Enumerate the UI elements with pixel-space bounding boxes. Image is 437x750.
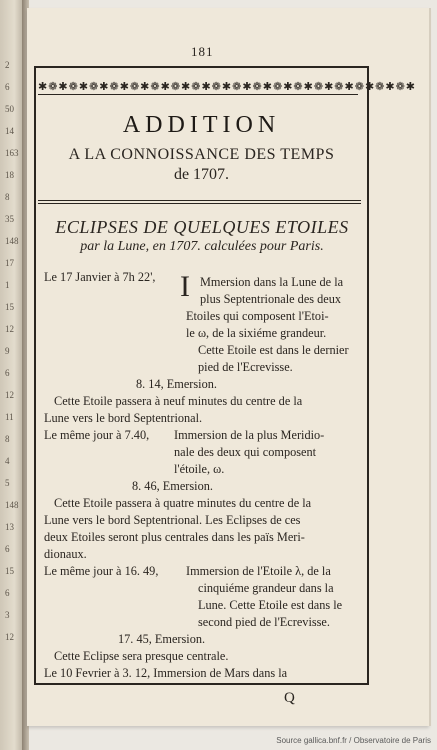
note-line: deux Etoiles seront plus centrales dans les païs Meri- [44, 530, 305, 544]
entry-date: Le 17 Janvier à 7h 22', [44, 270, 156, 284]
note-line: Lune vers le bord Septentrional. [44, 411, 203, 425]
margin-number: 6 [5, 588, 10, 598]
drop-cap: I [180, 270, 190, 303]
entry-line: le ω, de la sixiéme grandeur. [186, 326, 327, 340]
margin-number: 14 [5, 126, 14, 136]
entry-line: Immersion de la plus Meridio- [174, 428, 325, 442]
section-subtitle: par la Lune, en 1707. calculées pour Paris. [80, 239, 324, 254]
entry-line: Cette Etoile est dans le dernier [198, 343, 349, 357]
margin-number: 8 [5, 434, 10, 444]
emersion-line: 8. 14, Emersion. [136, 377, 217, 391]
page-number: 181 [191, 44, 214, 59]
note-line: Lune vers le bord Septentrional. Les Eclipses de ces [44, 513, 301, 527]
page-subtitle-year: de 1707. [173, 166, 230, 183]
entry-date: Le même jour à 16. 49, [44, 564, 159, 578]
margin-number: 6 [5, 544, 10, 554]
margin-number: 8 [5, 192, 10, 202]
margin-number: 15 [5, 566, 14, 576]
margin-number: 12 [5, 324, 14, 334]
margin-number: 9 [5, 346, 10, 356]
entry-line: second pied de l'Ecrevisse. [198, 615, 330, 629]
entry-date: Le même jour à 7.40, [44, 428, 150, 442]
divider-rule [38, 200, 361, 201]
margin-number: 2 [5, 60, 10, 70]
entry-line: Lune. Cette Etoile est dans le [198, 598, 343, 612]
page-title: ADDITION [122, 112, 281, 138]
note-line: Cette Etoile passera à neuf minutes du centre de la [54, 394, 303, 408]
margin-number: 17 [5, 258, 14, 268]
entry-line: plus Septentrionale des deux [200, 292, 342, 306]
margin-number: 18 [5, 170, 14, 180]
note-line: Cette Eclipse sera presque centrale. [54, 649, 229, 663]
margin-number: 4 [5, 456, 10, 466]
source-credit: Source gallica.bnf.fr / Observatoire de Paris [276, 736, 431, 745]
catchword: Q [284, 690, 295, 706]
section-title: ECLIPSES DE QUELQUES ETOILES [55, 217, 349, 237]
margin-number: 6 [5, 368, 10, 378]
margin-number: 12 [5, 632, 14, 642]
entry-line: nale des deux qui composent [174, 445, 317, 459]
margin-number: 148 [5, 236, 19, 246]
emersion-line: 17. 45, Emersion. [118, 632, 206, 646]
margin-number: 1 [5, 280, 10, 290]
margin-number: 11 [5, 412, 14, 422]
note-line: Cette Etoile passera à quatre minutes du centre de la [54, 496, 312, 510]
margin-number: 35 [5, 214, 14, 224]
margin-number: 5 [5, 478, 10, 488]
margin-number: 163 [5, 148, 19, 158]
margin-number: 148 [5, 500, 19, 510]
entry-line: l'étoile, ω. [174, 462, 225, 476]
page-subtitle: A LA CONNOISSANCE DES TEMPS [68, 146, 335, 163]
entry-line: Etoiles qui composent l'Etoi- [186, 309, 329, 323]
ornament-rule [38, 94, 358, 95]
entry-line: Le 10 Fevrier à 3. 12, Immersion de Mars dans la [44, 666, 288, 680]
margin-number: 3 [5, 610, 10, 620]
margin-number: 12 [5, 390, 14, 400]
margin-number: 15 [5, 302, 14, 312]
entry-line: Immersion de l'Etoile λ, de la [186, 564, 331, 578]
margin-number: 6 [5, 82, 10, 92]
note-line: dionaux. [44, 547, 87, 561]
margin-number: 13 [5, 522, 14, 532]
entry-line: cinquiéme grandeur dans la [198, 581, 334, 595]
left-page-edge [0, 0, 24, 750]
margin-number: 50 [5, 104, 14, 114]
ornament-border: ✱❁✱❁✱❁✱❁✱❁✱❁✱❁✱❁✱❁✱❁✱❁✱❁✱❁✱❁✱❁✱❁✱❁✱❁✱ [38, 81, 417, 93]
entry-line: pied de l'Ecrevisse. [198, 360, 293, 374]
divider-rule [38, 203, 361, 204]
emersion-line: 8. 46, Emersion. [132, 479, 213, 493]
entry-line: Mmersion dans la Lune de la [200, 275, 344, 289]
